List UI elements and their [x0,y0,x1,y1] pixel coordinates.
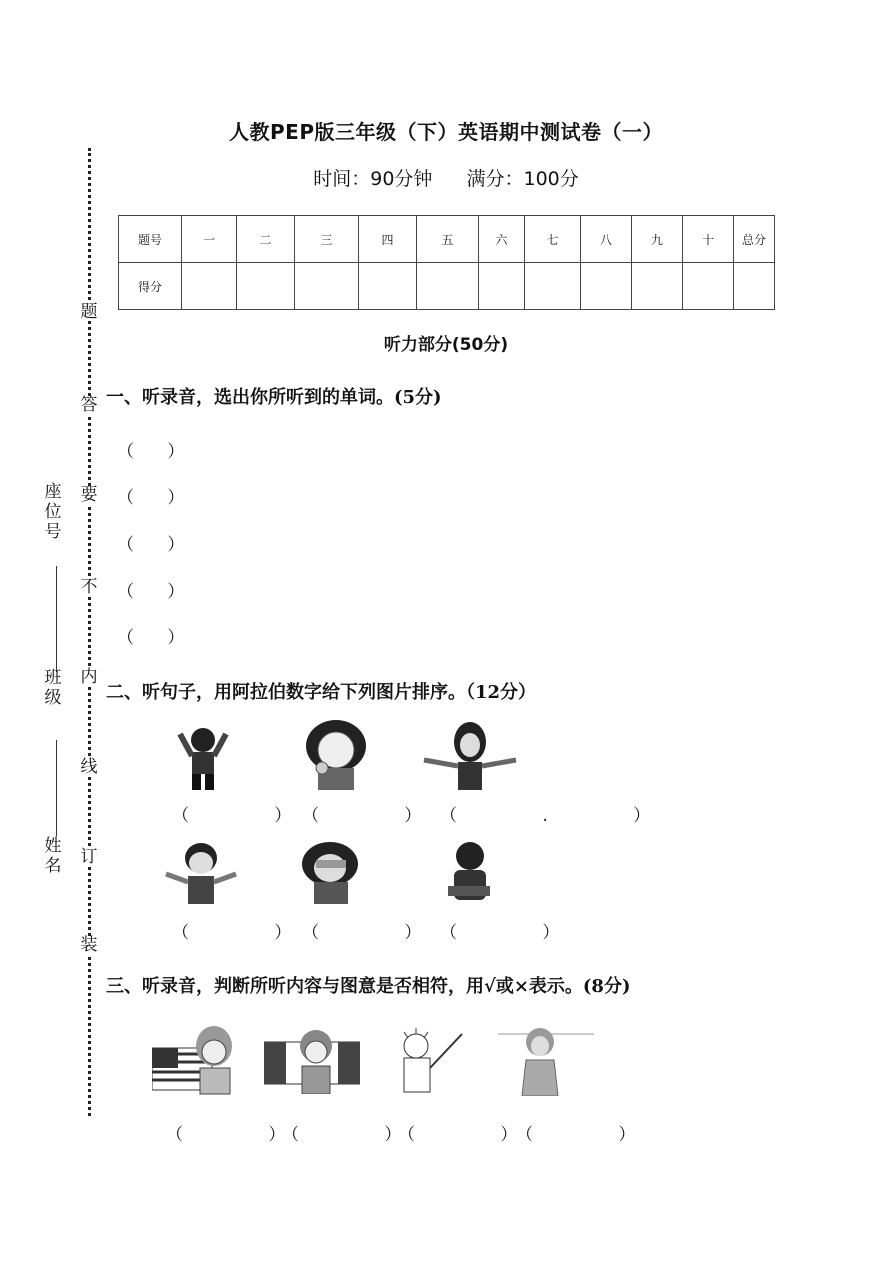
table-row [119,263,775,310]
answer-blank[interactable]: （ ） [398,1125,558,1145]
table-cell: 二 [237,216,295,263]
girl-touching-face-image [292,718,380,790]
table-cell: 三 [295,216,359,263]
table-cell: 八 [581,216,632,263]
kid-sitting-image [436,838,502,906]
answer-blank[interactable]: （ ） [302,923,462,943]
answer-blank[interactable]: （ ） [440,923,600,943]
class-label: 班级 [44,668,62,708]
score-input-cell[interactable] [581,263,632,310]
answer-blank[interactable]: （ ） [172,923,332,943]
answer-blank[interactable]: （ ） [117,442,199,462]
table-cell: 五 [417,216,479,263]
kid-arms-up-image [170,720,236,792]
score-input-cell[interactable] [632,263,683,310]
binding-char: 不 [80,577,98,597]
score-input-cell[interactable] [683,263,734,310]
binding-dotted-line [88,148,91,1116]
answer-blank[interactable]: （ ） [516,1125,676,1145]
binding-char: 答 [80,395,98,415]
binding-char: 题 [80,302,98,322]
table-cell: 一 [182,216,237,263]
class-blank[interactable] [56,566,57,672]
score-input-cell[interactable] [734,263,775,310]
name-label: 姓名 [44,836,62,876]
girl-arms-open-image [418,718,522,790]
answer-blank[interactable]: （ ） [117,628,199,648]
score-input-cell[interactable] [359,263,417,310]
answer-blank[interactable]: （ ） [117,535,199,555]
answer-blank[interactable]: （ . ） [440,806,691,826]
section-2-title: 二、听句子，用阿拉伯数字给下列图片排序。（12分） [106,682,537,703]
score-input-cell[interactable] [479,263,525,310]
section-1-title: 一、听录音，选出你所听到的单词。(5分) [106,387,442,408]
girl-covering-eyes-image [286,838,378,906]
score-input-cell[interactable] [525,263,581,310]
answer-blank[interactable]: （ ） [172,806,332,826]
answer-blank[interactable]: （ ） [302,806,462,826]
page-title: 人教PEP版三年级（下）英语期中测试卷（一） [229,120,663,144]
table-cell: 题号 [119,216,182,263]
table-cell: 总分 [734,216,775,263]
binding-char: 装 [80,935,98,955]
table-cell: 四 [359,216,417,263]
binding-char: 订 [80,847,98,867]
seat-number-label: 座位号 [44,482,62,542]
section-3-title: 三、听录音，判断所听内容与图意是否相符，用√或×表示。(8分) [106,976,631,997]
score-input-cell[interactable] [417,263,479,310]
table-cell: 九 [632,216,683,263]
table-cell: 十 [683,216,734,263]
binding-char: 内 [80,667,98,687]
teacher-pointer-image [392,1024,466,1098]
score-input-cell[interactable] [237,263,295,310]
score-input-cell[interactable] [182,263,237,310]
answer-blank[interactable]: （ ） [282,1125,442,1145]
time-text: 时间：90分钟 [313,168,433,190]
score-input-cell[interactable] [295,263,359,310]
answer-blank[interactable]: （ ） [166,1125,326,1145]
answer-blank[interactable]: （ ） [117,582,199,602]
score-table [118,215,775,310]
girl-american-flag-image [152,1022,240,1096]
answer-blank[interactable]: （ ） [117,488,199,508]
boy-shrugging-image [160,838,242,906]
boy-canadian-flag-image [264,1024,360,1094]
table-cell: 得分 [119,263,182,310]
binding-char: 要 [80,485,98,505]
exam-info [0,164,892,191]
table-row [119,216,775,263]
full-score-text: 满分：100分 [466,168,579,190]
table-cell: 七 [525,216,581,263]
binding-char: 线 [80,757,98,777]
listening-section-header: 听力部分(50分) [383,335,509,355]
woman-image [498,1024,594,1096]
name-blank[interactable] [56,740,57,836]
table-cell: 六 [479,216,525,263]
